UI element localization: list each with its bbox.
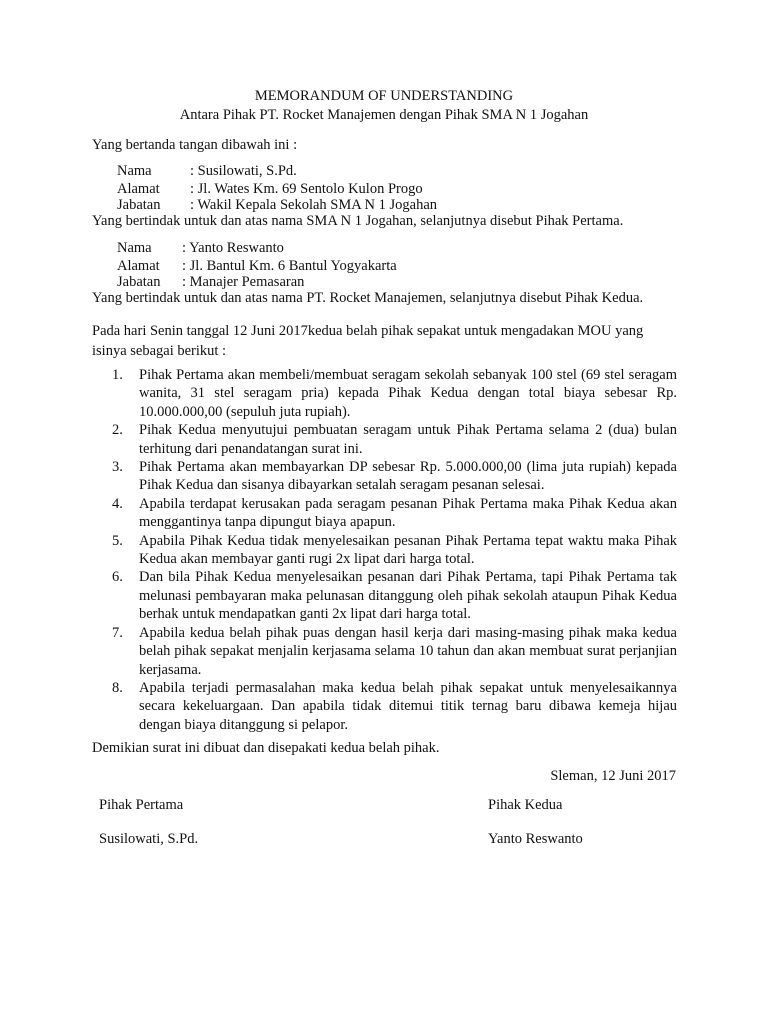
clause-item	[92, 421, 677, 458]
party2-name-label: Nama	[117, 240, 152, 256]
closing-text: Demikian surat ini dibuat dan disepakati kedua belah pihak.	[92, 740, 440, 756]
clause-item	[92, 458, 677, 495]
clause-number: 4.	[112, 495, 123, 512]
clause-number: 1.	[112, 367, 123, 383]
document-subtitle: Antara Pihak PT. Rocket Manajemen dengan Pihak SMA N 1 Jogahan	[179, 107, 589, 123]
party1-position-value: : Wakil Kepala Sekolah SMA N 1 Jogahan	[190, 197, 438, 213]
clause-number: 2.	[112, 422, 123, 439]
intro-text: Yang bertanda tangan dibawah ini :	[92, 137, 298, 153]
clause-text: Pihak Pertama akan membeli/membuat seragam sekolah sebanyak 100 stel (69 stel seragam wanita, 31 stel seragam pria) kepada Pihak Kedua dengan total biaya sebesar Rp. 10.000.000,00 (sepuluh juta rupiah).	[139, 367, 677, 420]
document-title: MEMORANDUM OF UNDERSTANDING	[254, 88, 514, 104]
party2-position-value: : Manajer Pemasaran	[182, 274, 305, 290]
signature-right-role: Pihak Kedua	[488, 797, 563, 813]
clause-item	[92, 568, 677, 623]
agreement-intro-line2: isinya sebagai berikut :	[92, 343, 227, 359]
party2-position-label: Jabatan	[117, 274, 161, 290]
clause-item	[92, 366, 677, 421]
clause-number: 3.	[112, 459, 123, 476]
clause-text: Apabila terdapat kerusakan pada seragam pesanan Pihak Pertama maka Pihak Kedua akan menggantinya tanpa dipungut biaya apapun.	[139, 495, 677, 531]
party2-statement: Yang bertindak untuk dan atas nama PT. Rocket Manajemen, selanjutnya disebut Pihak Kedua.	[92, 290, 644, 306]
place-date: Sleman, 12 Juni 2017	[550, 768, 676, 784]
clause-text: Pihak Kedua menyutujui pembuatan seragam untuk Pihak Pertama selama 2 (dua) bulan terhitung dari penandatangan surat ini.	[139, 422, 677, 457]
clause-number: 5.	[112, 532, 123, 549]
clause-number: 6.	[112, 569, 123, 586]
clause-number: 8.	[112, 679, 123, 696]
clause-item	[92, 624, 677, 679]
clause-item	[92, 532, 677, 569]
signature-left-role: Pihak Pertama	[99, 797, 184, 813]
party1-address-label: Alamat	[117, 181, 160, 197]
clause-list	[92, 366, 677, 734]
party1-address-value: : Jl. Wates Km. 69 Sentolo Kulon Progo	[190, 181, 423, 197]
party2-address-value: : Jl. Bantul Km. 6 Bantul Yogyakarta	[182, 258, 397, 274]
clause-text: Apabila terjadi permasalahan maka kedua belah pihak sepakat untuk menyelesaikannya secara kekeluargaan. Dan apabila tidak ditemui titik ternag baru dibawa kemeja hijau dengan biaya ditanggung si pelapor.	[139, 679, 677, 733]
party1-statement: Yang bertindak untuk dan atas nama SMA N 1 Jogahan, selanjutnya disebut Pihak Pertama.	[92, 213, 624, 229]
clause-text: Dan bila Pihak Kedua menyelesaikan pesanan dari Pihak Pertama, tapi Pihak Pertama tak melunasi pembayaran maka pelunasan ditanggung oleh pihak sekolah ataupun Pihak Kedua berhak untuk mendapatkan ganti 2x lipat dari harga total.	[139, 569, 677, 623]
clause-number: 7.	[112, 624, 123, 641]
clause-item	[92, 495, 677, 532]
party1-name-value: : Susilowati, S.Pd.	[190, 163, 297, 179]
clause-text: Apabila kedua belah pihak puas dengan hasil kerja dari masing-masing pihak maka kedua belah pihak sepakat menjalin kerjasama selama 10 tahun dan akan membuat surat perjanjian kerjasama.	[139, 624, 677, 678]
party2-name-value: : Yanto Reswanto	[182, 240, 284, 256]
signature-left-name: Susilowati, S.Pd.	[99, 831, 199, 847]
agreement-intro-line1: Pada hari Senin tanggal 12 Juni 2017kedua belah pihak sepakat untuk mengadakan MOU yang	[92, 323, 644, 339]
party1-position-label: Jabatan	[117, 197, 161, 213]
party1-name-label: Nama	[117, 163, 152, 179]
clause-item	[92, 679, 677, 734]
signature-right-name: Yanto Reswanto	[488, 831, 583, 847]
party2-address-label: Alamat	[117, 258, 160, 274]
clause-text: Pihak Pertama akan membayarkan DP sebesar Rp. 5.000.000,00 (lima juta rupiah) kepada Pihak Kedua dan sisanya dibayarkan setalah seragam pesanan selesai.	[139, 459, 677, 494]
clause-text: Apabila Pihak Kedua tidak menyelesaikan pesanan Pihak Pertama tepat waktu maka Pihak Kedua akan membayar ganti rugi 2x lipat dari harga total.	[139, 532, 677, 568]
